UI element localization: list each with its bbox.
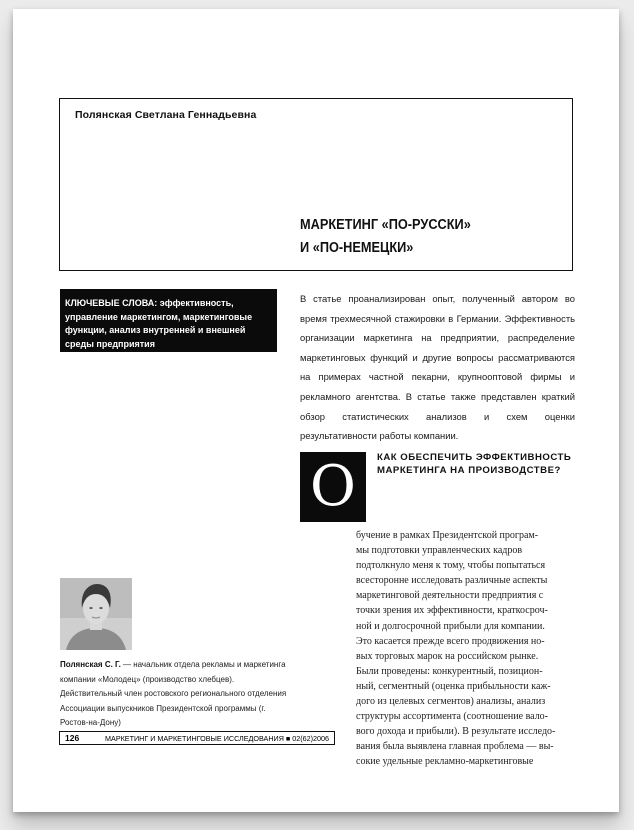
section-heading-line-2: МАРКЕТИНГА НА ПРОИЗВОДСТВЕ? (377, 465, 561, 476)
author-bio-text: — начальник отдела рекламы и маркетинга компании «Молодец» (производство хлебцев). Действительный член ростовского регионального отделения Ассоциации выпускников Президентской программы (г. Ростов-на-Дону) (60, 660, 287, 727)
author-portrait-image (60, 578, 132, 650)
body-line: вого дохода и прибыли). В результате исследо- (356, 726, 556, 738)
body-line: точки зрения их эффективности, краткосроч- (356, 605, 548, 617)
title-line-1: МАРКЕТИНГ «ПО-РУССКИ» (300, 217, 471, 233)
body-line: мы подготовки управленческих кадров (356, 545, 523, 557)
author-name: Полянская Светлана Геннадьевна (75, 109, 257, 121)
keywords-box (60, 289, 277, 352)
author-bio-name: Полянская С. Г. (60, 660, 121, 669)
body-line: Это касается прежде всего продвижения но- (356, 635, 545, 647)
keywords-label: КЛЮЧЕВЫЕ СЛОВА: (65, 298, 160, 308)
journal-name: МАРКЕТИНГ И МАРКЕТИНГОВЫЕ ИССЛЕДОВАНИЯ ■ 02(62)2006 (105, 734, 329, 743)
body-line: маркетинговой деятельности предприятия с (356, 590, 544, 602)
body-line: Были проведены: конкурентный, позицион- (356, 665, 543, 677)
body-line: всесторонне исследовать различные аспекты (356, 575, 548, 587)
keywords-text: эффективность, управление маркетингом, маркетинговые функции, анализ внутренней и внешней среды предприятия (65, 298, 253, 349)
page-footer (59, 731, 335, 745)
author-bio (60, 658, 288, 731)
body-line: вых торговых марок на российском рынке. (356, 650, 539, 662)
body-line: подтолкнуло меня к тому, чтобы попытаться (356, 560, 546, 572)
drop-cap: О (300, 452, 366, 522)
author-photo (60, 578, 132, 650)
page-number: 126 (65, 733, 80, 743)
article-abstract: В статье проанализирован опыт, полученный автором во время трехмесячной стажировки в Германии. Эффективность организации маркетинга на предприятии, распределение маркетинговых функций и другие вопросы рассматриваются на примерах частной пекарни, крупнооптовой фирмы и рекламного агентства. В статье также представлен краткий обзор статистических анализов и схем оценки результативности работы компании. (300, 293, 575, 442)
body-line: вания была выявлена главная проблема — вы- (356, 741, 554, 753)
article-title (300, 214, 471, 260)
body-line: сокие удельные рекламно-маркетинговые (356, 756, 534, 768)
body-line: дого из целевых сегментов) анализы, анализ (356, 696, 546, 708)
section-heading-line-1: КАК ОБЕСПЕЧИТЬ ЭФФЕКТИВНОСТЬ (377, 452, 572, 463)
body-text (356, 528, 575, 770)
title-line-2: И «ПО-НЕМЕЦКИ» (300, 240, 414, 256)
body-line: структуры ассортимента (соотношение вало- (356, 711, 549, 723)
body-line: ный, сегментный (оценка прибыльности каж- (356, 680, 551, 692)
body-line: ной и долгосрочной прибыли для компании. (356, 620, 545, 632)
section-heading (377, 451, 571, 477)
body-line: бучение в рамках Президентской програм- (356, 530, 539, 541)
